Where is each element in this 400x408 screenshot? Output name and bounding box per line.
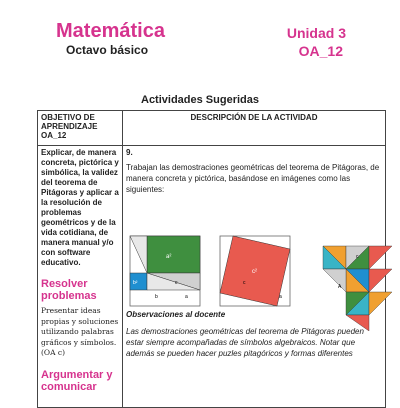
figure-triangle-puzzle xyxy=(323,246,392,331)
teacher-notes-title: Observaciones al docente xyxy=(126,310,226,320)
activities-table xyxy=(37,110,386,408)
c-label-3: c xyxy=(356,254,359,260)
teacher-notes-text: Las demostraciones geométricas del teorema de Pitágoras pueden estar siempre acompañadas de símbolos algebraicos. Notar que además se pueden hacer puzles pitagóricos y formas diferentes xyxy=(126,327,364,358)
pythagoras-figures xyxy=(125,226,395,331)
a-label-2: a xyxy=(279,294,282,300)
a-corner-label: A xyxy=(338,284,342,290)
skill-text-resolver: Presentar ideas propias y soluciones utilizando palabras gráficos y símbolos. (OA c) xyxy=(41,306,119,358)
objective-code: OA_12 xyxy=(298,43,343,59)
objective-header: OBJETIVO DE APRENDIZAJE OA_12 xyxy=(38,111,123,146)
grade-level: Octavo básico xyxy=(66,43,149,57)
a-label-1: a xyxy=(185,294,188,300)
unit-label: Unidad 3 xyxy=(286,25,346,41)
a-squared-label: a² xyxy=(166,254,172,260)
description-cell xyxy=(123,146,386,408)
section-title: Actividades Sugeridas xyxy=(141,94,259,106)
figure-tilted-square xyxy=(220,236,290,306)
objective-text: Explicar, de manera concreta, pictórica y simbólica, la validez del teorema de Pitágoras y aplicar a la resolución de problemas geométricos y de la vida cotidiana, de manera manual y/o con software educativo. xyxy=(41,148,119,267)
b-label-1: b xyxy=(155,294,158,300)
b-squared-label: b² xyxy=(133,280,138,286)
c-label-1: c xyxy=(175,280,178,286)
c-squared-label: c² xyxy=(252,269,257,275)
objective-cell xyxy=(38,146,123,408)
figure-squares-rearrangement xyxy=(130,236,200,306)
subject-title: Matemática xyxy=(56,20,165,42)
c-label-2: c xyxy=(243,280,246,286)
activity-number: 9. xyxy=(126,148,133,157)
skill-title-argumentar: Argumentar y comunicar xyxy=(41,368,113,393)
description-header: DESCRIPCIÓN DE LA ACTIVIDAD xyxy=(123,111,386,146)
skill-title-resolver: Resolver problemas xyxy=(41,278,97,303)
activity-text: Trabajan las demostraciones geométricas del teorema de Pitágoras, de manera concreta y pictórica, basándose en imágenes como las siguientes: xyxy=(126,163,380,194)
